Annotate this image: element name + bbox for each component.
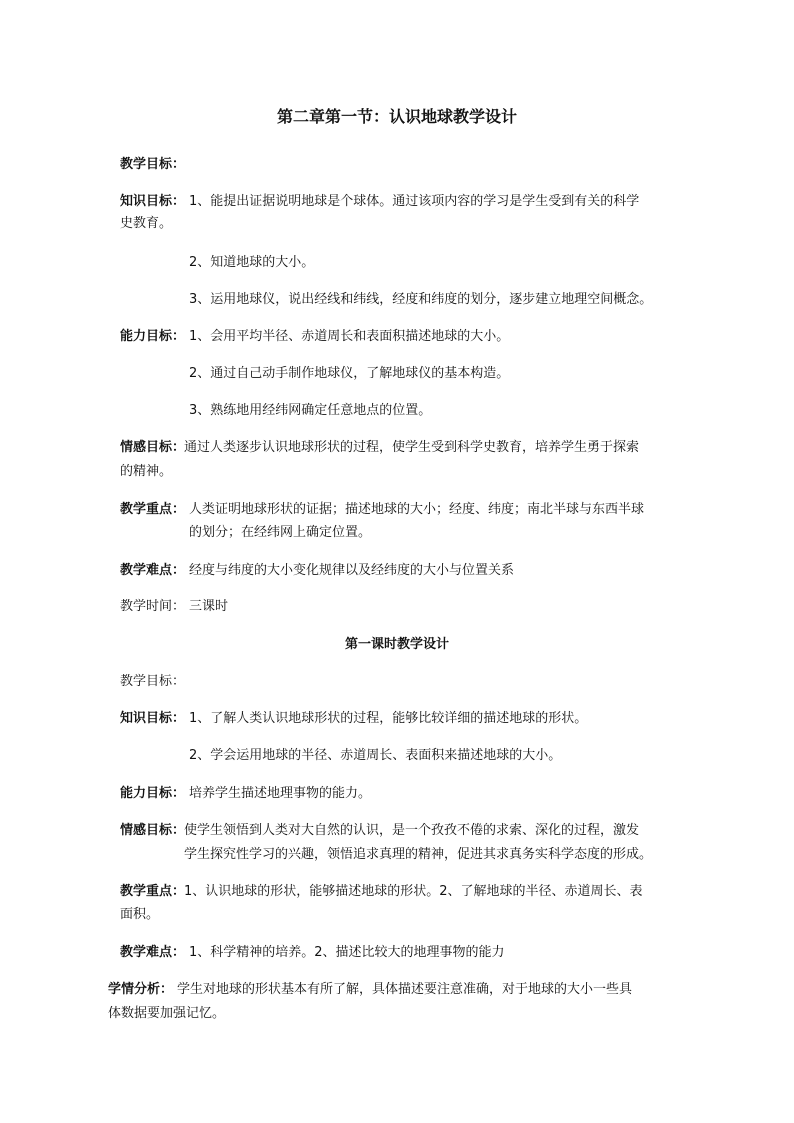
time-value: 三课时 (189, 599, 229, 614)
ability-text-2: 培养学生描述地理事物的能力。 (189, 786, 372, 801)
key-points-text-2-cont: 面积。 (120, 907, 160, 922)
ability-item-1: 1、会用平均半径、赤道周长和表面积描述地球的大小。 (189, 329, 510, 344)
analysis-text-cont: 体数据要加强记忆。 (108, 1006, 226, 1021)
knowledge-item-3: 3、运用地球仪，说出经线和纬线，经度和纬度的划分，逐步建立地理空间概念。 (189, 292, 653, 307)
key-points-label-2: 教学重点： (120, 884, 186, 899)
key-points-label: 教学重点： (120, 502, 186, 517)
difficulty-label: 教学难点： (120, 563, 186, 578)
key-points-text-2: 1、认识地球的形状，能够描述地球的形状。2、了解地球的半径、赤道周长、表 (184, 884, 643, 899)
emotion-text-2: 使学生领悟到人类对大自然的认识，是一个孜孜不倦的求索、深化的过程，激发 (184, 823, 640, 838)
objectives-heading: 教学目标： (120, 157, 186, 172)
knowledge-label: 知识目标： (120, 194, 186, 209)
emotion-text: 通过人类逐步认识地球形状的过程，使学生受到科学史教育，培养学生勇于探索 (184, 440, 640, 455)
objectives-heading-2: 教学目标： (120, 674, 186, 689)
ability-item-3: 3、熟练地用经纬网确定任意地点的位置。 (189, 403, 432, 418)
analysis-label: 学情分析： (108, 982, 174, 997)
section-subtitle: 第一课时教学设计 (344, 637, 449, 652)
knowledge-item-2: 2、知道地球的大小。 (189, 255, 315, 270)
knowledge-item-2-2: 2、学会运用地球的半径、赤道周长、表面积来描述地球的大小。 (189, 748, 562, 763)
analysis-text: 学生对地球的形状基本有所了解，具体描述要注意准确，对于地球的大小一些具 (177, 982, 633, 997)
emotion-text-2-cont: 学生探究性学习的兴趣，领悟追求真理的精神，促进其求真务实科学态度的形成。 (184, 847, 653, 862)
time-label: 教学时间： (120, 599, 186, 614)
difficulty-text-2: 1、科学精神的培养。2、描述比较大的地理事物的能力 (189, 945, 505, 960)
ability-label: 能力目标： (120, 329, 186, 344)
emotion-label-2: 情感目标： (120, 823, 186, 838)
knowledge-item-1-2: 1、了解人类认识地球形状的过程，能够比较详细的描述地球的形状。 (189, 711, 588, 726)
key-points-text-cont: 的划分；在经纬网上确定位置。 (189, 525, 372, 540)
ability-item-2: 2、通过自己动手制作地球仪，了解地球仪的基本构造。 (189, 366, 510, 381)
key-points-text: 人类证明地球形状的证据；描述地球的大小；经度、纬度；南北半球与东西半球 (189, 502, 645, 517)
ability-label-2: 能力目标： (120, 786, 186, 801)
document-title: 第二章第一节：认识地球教学设计 (276, 107, 517, 126)
knowledge-item-1-cont: 史教育。 (120, 216, 173, 231)
difficulty-text: 经度与纬度的大小变化规律以及经纬度的大小与位置关系 (189, 563, 515, 578)
emotion-text-cont: 的精神。 (120, 464, 173, 479)
knowledge-label-2: 知识目标： (120, 711, 186, 726)
knowledge-item-1: 1、能提出证据说明地球是个球体。通过该项内容的学习是学生受到有关的科学 (189, 194, 640, 209)
emotion-label: 情感目标： (120, 440, 186, 455)
difficulty-label-2: 教学难点： (120, 945, 186, 960)
